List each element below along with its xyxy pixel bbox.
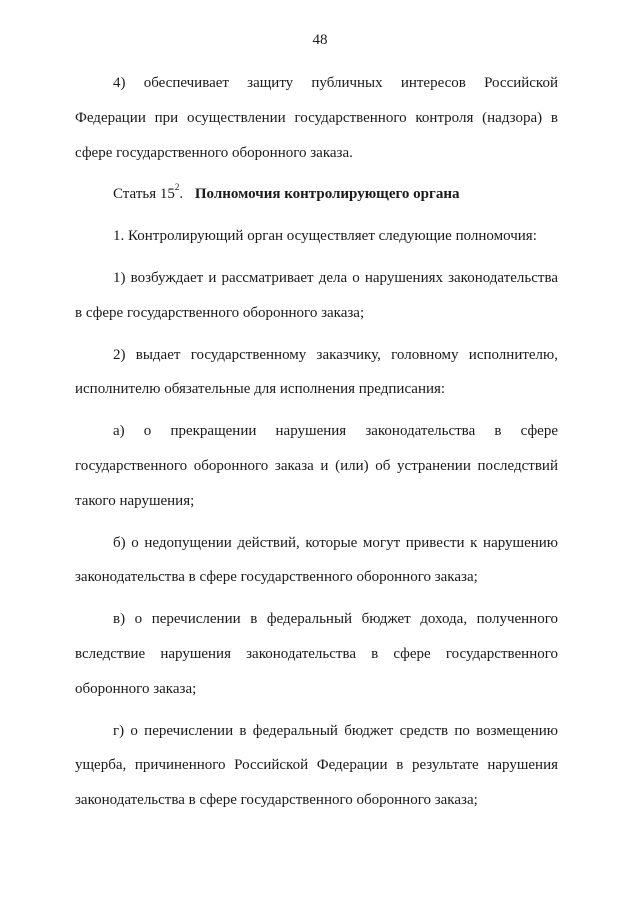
paragraph-subpoint-a: а) о прекращении нарушения законодательства в сфере государственного оборонного заказа и (или) об устранении последствий такого нарушения; — [75, 423, 558, 509]
paragraph-point-2: 2) выдает государственному заказчику, головному исполнителю, исполнителю обязательные для исполнения предписания: — [75, 346, 558, 398]
paragraph-subpoint-b: б) о недопущении действий, которые могут привести к нарушению законодательства в сфере государственного оборонного заказа; — [75, 534, 558, 586]
page-number: 48 — [312, 32, 328, 48]
article-superscript: 2 — [174, 182, 180, 193]
paragraph-subpoint-v: в) о перечислении в федеральный бюджет дохода, полученного вследствие нарушения законодательства в сфере государственного оборонного заказа; — [75, 611, 558, 697]
article-number: Статья 15 — [113, 186, 175, 203]
paragraph-subpoint-g: г) о перечислении в федеральный бюджет средств по возмещению ущерба, причиненного Российской Федерации в результате нарушения законодательства в сфере государственного оборонного заказа; — [75, 722, 558, 809]
article-title: Полномочия контролирующего органа — [194, 186, 460, 203]
article-heading — [75, 177, 558, 212]
paragraph-point-1: 1) возбуждает и рассматривает дела о нарушениях законодательства в сфере государственного оборонного заказа; — [75, 269, 558, 321]
paragraph-item-4: 4) обеспечивает защиту публичных интересов Российской Федерации при осуществлении государственного контроля (надзора) в сфере государственного оборонного заказа. — [75, 75, 558, 161]
document-body — [75, 66, 558, 825]
paragraph-part-1: 1. Контролирующий орган осуществляет следующие полномочия: — [113, 228, 537, 245]
article-number-dot: . — [179, 186, 184, 203]
